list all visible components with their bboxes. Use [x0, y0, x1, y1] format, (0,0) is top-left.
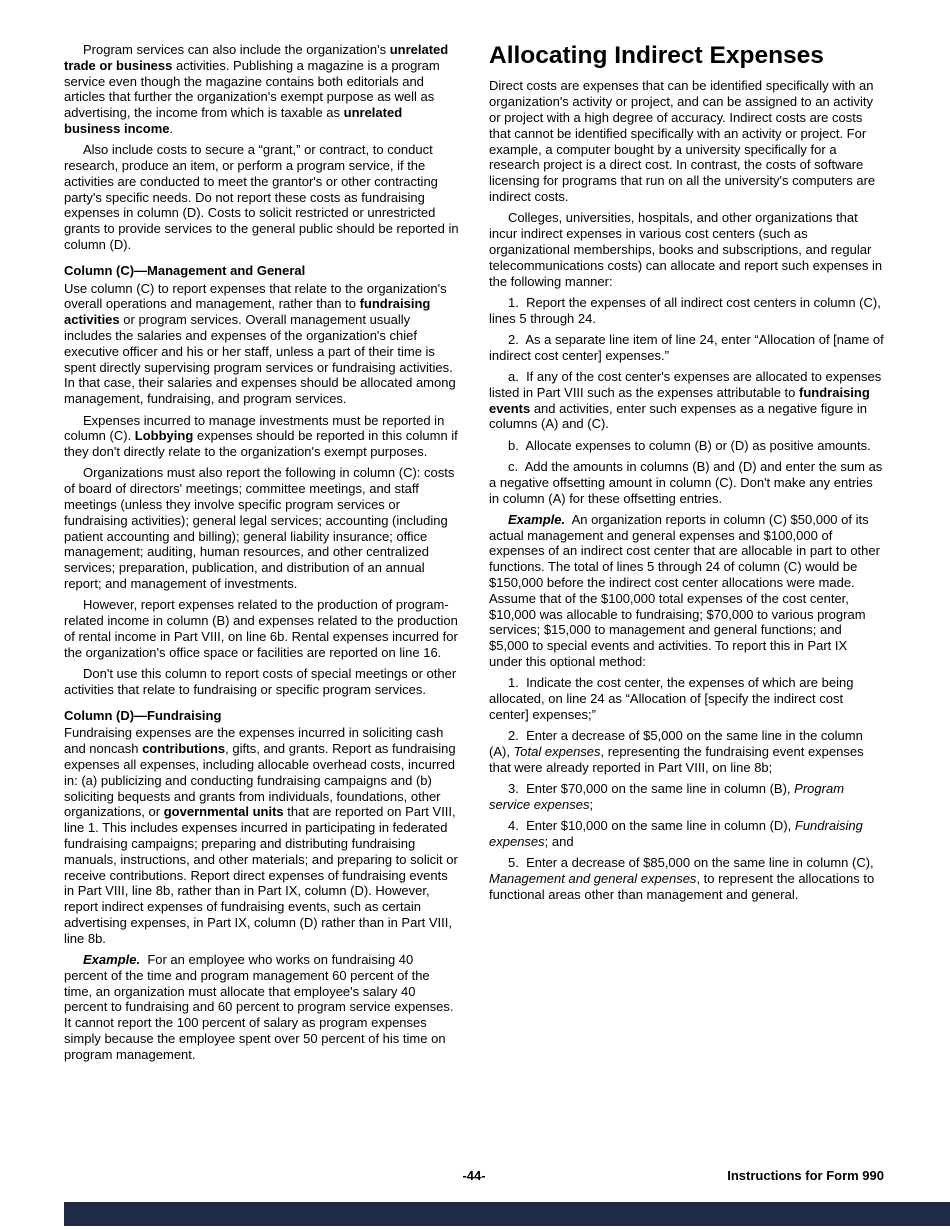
list-item — [489, 855, 884, 902]
text-run: Organizations must also report the following in column (C): costs of board of directors' meetings; committee meetings, and staff meetings (unless they involve specific program services or fundraising activities); general legal services; accounting (including patient accounting and billing); general liability insurance; office management; auditing, human resources, and other centralized services; preparation, publication, and distribution of an annual report; and management of investments. — [64, 465, 455, 591]
text-run: 4. Enter $10,000 on the same line in column (D), — [508, 818, 795, 834]
text-run: unrelated business income — [64, 105, 403, 136]
paragraph — [489, 78, 884, 204]
text-run: Fundraising expenses are the expenses incurred in soliciting cash and noncash — [64, 725, 444, 757]
page-number: -44- — [462, 1168, 486, 1183]
text-run: Direct costs are expenses that can be identified specifically with an organization's activity or project, and can be assigned to an activity or project with a high degree of accuracy. Indirect costs are costs that cannot be identified specifically with an activity or project. For example, a computer bought by a university specifically for a research project is a direct cost. In contrast, the costs of software licensing for programs that run on all the university's computers are indirect costs. — [489, 78, 876, 205]
text-run: 1. Report the expenses of all indirect cost centers in column (C), lines 5 through 24. — [489, 294, 881, 326]
text-run: Fundraising expenses — [489, 818, 863, 849]
text-run: Lobbying — [134, 428, 194, 444]
paragraph — [64, 142, 459, 253]
text-run: Don't use this column to report costs of special meetings or other activities that relate to fundraising or specific program services. — [64, 665, 457, 697]
text-run: Colleges, universities, hospitals, and other organizations that incur indirect expenses in various cost centers (such as organizational memberships, books and subscriptions, and regular telecommunications costs) can allocate and report such expenses in the following manner: — [489, 210, 883, 289]
sub-heading — [64, 263, 459, 279]
text-run: expenses should be reported in this column if they don't directly relate to the organization's exempt purposes. — [64, 428, 458, 460]
text-run: fundraising events — [489, 384, 870, 416]
text-run: Total expenses — [513, 744, 601, 760]
example-paragraph — [64, 952, 459, 1063]
paragraph — [489, 210, 884, 289]
paragraph — [64, 465, 459, 591]
text-run: Program service expenses — [489, 781, 845, 812]
list-item — [489, 459, 884, 506]
list-item — [489, 295, 884, 327]
list-item — [489, 728, 884, 775]
text-run: Column (D)—Fundraising — [64, 707, 222, 723]
paragraph — [64, 42, 459, 137]
text-run: unrelated trade or business — [64, 42, 449, 73]
text-run: Example. — [508, 511, 566, 527]
bottom-bar — [64, 1202, 950, 1226]
text-run: 1. Indicate the cost center, the expenses of which are being allocated, on line 24 as “Allocation of [specify the indirect cost center] expenses;” — [489, 675, 854, 722]
text-run: For an employee who works on fundraising 40 percent of the time and program management 60 percent of the time, an organization must allocate that employee's salary 40 percent to fundraising and 60 percent to program service expenses. It cannot report the 100 percent of salary as program expenses simply because the employee spent over 50 percent of his time on program management. — [64, 952, 454, 1062]
text-run: Column (C)—Management and General — [64, 262, 306, 278]
text-run: 2. As a separate line item of line 24, enter “Allocation of [name of indirect cost center] expenses.” — [489, 331, 884, 363]
text-run: a. If any of the cost center's expenses are allocated to expenses listed in Part VIII such as the expenses attributable to — [489, 368, 882, 400]
list-item — [489, 332, 884, 364]
paragraph — [64, 666, 459, 698]
sub-heading — [64, 708, 459, 724]
right-column — [489, 42, 884, 1068]
text-run: b. Allocate expenses to column (B) or (D) as positive amounts. — [508, 437, 871, 453]
text-run: Management and general expenses — [489, 871, 697, 887]
text-run: governmental units — [163, 804, 284, 820]
text-run: Program services can also include the organization's — [83, 42, 390, 57]
text-run: 5. Enter a decrease of $85,000 on the same line in column (C), — [508, 855, 874, 871]
list-item — [489, 818, 884, 850]
text-run: that are reported on Part VIII, line 1. This includes expenses incurred in participating in federated fundraising campaigns; preparing and distributing fundraising manuals, instructions, and other materials; and preparing to solicit or receive contributions. Report direct expenses of fundraising events in Part VIII, line 8b, rather than in Part IX, column (D). However, report indirect expenses of fundraising events, such as certain advertising expenses, in Part IX, column (D) rather than in Part VIII, line 8b. — [64, 804, 458, 946]
text-run: 3. Enter $70,000 on the same line in column (B), — [508, 781, 795, 797]
text-run: Also include costs to secure a “grant,” or contract, to conduct research, produce an item, or perform a program service, if the activities are conducted to meet the grantor's or other contracting party's specific needs. Do not report these costs as fundraising expenses in column (D). Costs to solicit restricted or unrestricted grants to provide services to the general public should be reported in column (D). — [64, 142, 459, 253]
text-run: Allocating Indirect Expenses — [489, 42, 824, 69]
text-run: c. Add the amounts in columns (B) and (D) and enter the sum as a negative offsetting amount in column (C). Don't make any entries in column (A) for these offsetting entries. — [489, 458, 883, 506]
paragraph — [64, 413, 459, 460]
footer-doc-title: Instructions for Form 990 — [727, 1168, 884, 1183]
left-column — [64, 42, 459, 1068]
text-run: or program services. Overall management usually includes the salaries and expenses of the organization's chief executive officer and his or her staff, unless a part of their time is spent directly supervising program services or fundraising activities. In that case, their salaries and expenses should be allocated among management, fundraising, and program services. — [64, 312, 456, 407]
text-run: However, report expenses related to the production of program-related income in column (B) and expenses related to the production of rental income in Part VIII, on line 6b. Rental expenses incurred for the organization's office space or facilities are reported on line 16. — [64, 597, 458, 660]
text-run: , to represent the allocations to functional areas other than management and general. — [489, 871, 875, 902]
list-item — [489, 675, 884, 722]
two-column-layout — [64, 42, 884, 1068]
text-run: Expenses incurred to manage investments must be reported in column (C). — [64, 412, 445, 444]
text-run: fundraising activities — [64, 296, 431, 328]
text-run: activities. Publishing a magazine is a program service even though the magazine contains both editorials and articles that further the organization's exempt purpose as well as advertising, the income from which is taxable as — [64, 57, 440, 121]
text-run: and activities, enter such expenses as a negative figure in columns (A) and (C). — [489, 400, 867, 432]
paragraph — [64, 281, 459, 407]
list-item — [489, 438, 884, 454]
text-run: Use column (C) to report expenses that relate to the organization's overall operations and management, rather than to — [64, 280, 447, 312]
text-run: ; and — [544, 834, 574, 849]
list-item — [489, 781, 884, 813]
page-footer — [64, 1168, 884, 1186]
text-run: . — [169, 120, 174, 136]
text-run: , representing the fundraising event expenses that were already reported in Part VIII, on line 8b; — [489, 744, 864, 775]
section-title — [489, 42, 884, 69]
list-item — [489, 369, 884, 432]
paragraph — [64, 725, 459, 946]
text-run: ; — [589, 796, 594, 812]
example-paragraph — [489, 512, 884, 670]
paragraph — [64, 597, 459, 660]
text-run: , gifts, and grants. Report as fundraising expenses all expenses, including allocable overhead costs, incurred in: (a) publicizing and conducting fundraising campaigns and (b) soliciting bequests and grants from individuals, foundations, other organizations, or — [64, 741, 456, 820]
text-run: An organization reports in column (C) $50,000 of its actual management and general expenses and $100,000 of expenses of an indirect cost center that are allocable in part to other functions. The total of lines 5 through 24 of column (C) would be $150,000 before the indirect cost center allocations were made. Assume that of the $100,000 total expenses of the cost center, $10,000 was allocable to fundraising; $70,000 to various program services; $15,000 to management and general functions; and $5,000 to special events and activities. To report this in Part IX under this optional method: — [489, 511, 880, 670]
text-run: contributions — [142, 741, 226, 757]
text-run: Example. — [83, 952, 141, 968]
text-run: 2. Enter a decrease of $5,000 on the same line in the column (A), — [489, 728, 863, 760]
